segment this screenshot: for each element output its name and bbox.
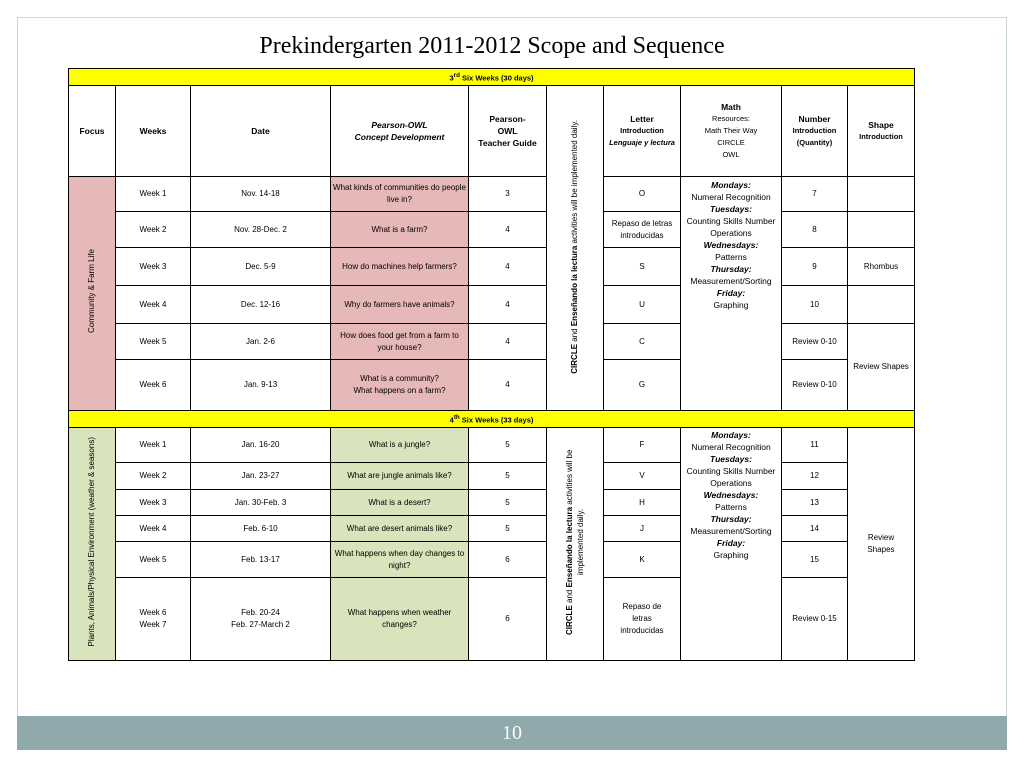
circle-and: and	[570, 325, 579, 344]
math-activity: Measurement/Sorting	[690, 526, 772, 536]
circle-note	[569, 120, 581, 374]
header-math-r3: CIRCLE	[717, 138, 745, 147]
circle-suffix: activities will be implemented daily.	[570, 119, 579, 246]
section-label	[69, 411, 915, 428]
circle-and: and	[565, 587, 574, 605]
circle-word: CIRCLE	[565, 604, 574, 635]
date-cell: Dec. 5-9	[191, 248, 331, 286]
header-number-title: Number	[798, 114, 831, 124]
header-focus: Focus	[69, 86, 116, 177]
guide-cell: 4	[469, 324, 547, 360]
header-owl	[331, 86, 469, 177]
letter-cell: S	[604, 248, 681, 286]
section-label	[69, 69, 915, 86]
math-day: Mondays:	[711, 180, 751, 190]
number-cell: Review 0-10	[782, 324, 848, 360]
date-cell: Feb. 13-17	[191, 542, 331, 578]
header-number-sub: Introduction	[792, 126, 837, 135]
shape-cell: Rhombus	[848, 248, 915, 286]
week-cell: Week 5	[116, 542, 191, 578]
header-owl-title: Pearson-OWL	[371, 120, 428, 130]
header-owl-sub: Concept Development	[354, 132, 445, 142]
header-math-title: Math	[721, 102, 741, 112]
number-cell: 8	[782, 212, 848, 248]
math-day: Friday:	[716, 538, 746, 548]
header-shape-sub: Introduction	[859, 132, 903, 141]
table-row	[69, 286, 915, 324]
focus-cell	[69, 428, 116, 661]
date-cell: Jan. 30-Feb. 3	[191, 490, 331, 516]
header-guide-line1: Pearson-	[489, 114, 526, 124]
footer-bar	[17, 716, 1007, 750]
math-activity: Patterns	[715, 502, 747, 512]
math-day: Mondays:	[711, 430, 751, 440]
math-activity: Measurement/Sorting	[690, 276, 772, 286]
owl-cell: How does food get from a farm to your house?	[331, 324, 469, 360]
math-day: Thursday:	[710, 514, 752, 524]
guide-cell: 5	[469, 463, 547, 490]
letter-cell: K	[604, 542, 681, 578]
circle-suffix: activities will be implemented daily.	[565, 449, 585, 576]
date-cell: Nov. 28-Dec. 2	[191, 212, 331, 248]
shape-cell	[848, 286, 915, 324]
section-title: Six Weeks (30 days)	[459, 73, 534, 83]
math-schedule	[683, 429, 779, 561]
header-math-r2: Math Their Way	[704, 126, 758, 135]
math-activity: Counting Skills Number Operations	[686, 466, 776, 488]
week-cell	[116, 578, 191, 661]
letter-cell: J	[604, 516, 681, 542]
letter-cell: O	[604, 177, 681, 212]
table-row	[69, 212, 915, 248]
guide-cell: 4	[469, 212, 547, 248]
owl-cell: What is a desert?	[331, 490, 469, 516]
date-line1: Feb. 20-24	[241, 608, 280, 617]
math-day: Friday:	[716, 288, 746, 298]
letter-cell: F	[604, 428, 681, 463]
date-line2: Feb. 27-March 2	[231, 620, 290, 629]
owl-cell: How do machines help farmers?	[331, 248, 469, 286]
page-number: 10	[502, 722, 522, 744]
shape-review-cell	[848, 428, 915, 661]
letter-cell: C	[604, 324, 681, 360]
math-activity: Patterns	[715, 252, 747, 262]
header-math-r4: OWL	[722, 150, 740, 159]
owl-cell: What kinds of communities do people live in?	[331, 177, 469, 212]
header-letter-title: Letter	[630, 114, 654, 124]
table-row	[69, 516, 915, 542]
math-activity: Graphing	[713, 300, 749, 310]
owl-cell: What happens when day changes to night?	[331, 542, 469, 578]
guide-cell: 6	[469, 578, 547, 661]
shape-review-label: Review Shapes	[867, 533, 895, 554]
guide-cell: 4	[469, 248, 547, 286]
date-cell: Jan. 2-6	[191, 324, 331, 360]
week-cell: Week 1	[116, 177, 191, 212]
section-4th-six-weeks	[69, 411, 915, 428]
section-ordinal-suffix: th	[453, 413, 460, 421]
guide-cell: 6	[469, 542, 547, 578]
owl-line1: What is a community?	[360, 374, 439, 383]
math-day: Tuesdays:	[710, 204, 752, 214]
circle-note-cell	[547, 86, 604, 411]
week-cell: Week 4	[116, 516, 191, 542]
ensenando-word: Enseñando la lectura	[570, 245, 579, 326]
week-cell: Week 1	[116, 428, 191, 463]
header-guide-line3: Teacher Guide	[478, 138, 537, 148]
owl-cell: What are desert animals like?	[331, 516, 469, 542]
guide-cell: 5	[469, 428, 547, 463]
week-cell: Week 4	[116, 286, 191, 324]
header-weeks: Weeks	[116, 86, 191, 177]
header-letter	[604, 86, 681, 177]
math-day: Wednesdays:	[703, 240, 759, 250]
circle-note	[564, 437, 586, 647]
week-line2: Week 7	[139, 620, 167, 629]
ensenando-word: Enseñando la lectura	[565, 506, 574, 588]
letter-cell: V	[604, 463, 681, 490]
week-cell: Week 6	[116, 360, 191, 411]
week-cell: Week 5	[116, 324, 191, 360]
letter-cell: G	[604, 360, 681, 411]
number-cell: 11	[782, 428, 848, 463]
header-date: Date	[191, 86, 331, 177]
guide-cell: 4	[469, 286, 547, 324]
header-row	[69, 86, 915, 177]
header-number-sub2: (Quantity)	[796, 138, 833, 147]
header-math	[681, 86, 782, 177]
header-letter-sub: Introduction	[620, 126, 664, 135]
guide-cell: 5	[469, 490, 547, 516]
number-cell: 7	[782, 177, 848, 212]
letter-cell: Repaso de letras introducidas	[604, 212, 681, 248]
header-number	[782, 86, 848, 177]
date-cell: Dec. 12-16	[191, 286, 331, 324]
guide-cell: 4	[469, 360, 547, 411]
week-cell: Week 2	[116, 463, 191, 490]
scope-sequence-table	[68, 68, 915, 661]
number-cell: Review 0-15	[782, 578, 848, 661]
number-cell: 13	[782, 490, 848, 516]
math-cell	[681, 428, 782, 661]
section-ordinal-suffix: rd	[453, 71, 460, 79]
letter-cell: H	[604, 490, 681, 516]
owl-cell: What happens when weather changes?	[331, 578, 469, 661]
number-cell: 15	[782, 542, 848, 578]
owl-line2: What happens on a farm?	[353, 386, 446, 395]
number-cell: Review 0-10	[782, 360, 848, 411]
date-cell: Jan. 23-27	[191, 463, 331, 490]
shape-cell	[848, 212, 915, 248]
date-cell: Jan. 9-13	[191, 360, 331, 411]
header-letter-sub2: Lenguaje y lectura	[609, 138, 675, 147]
header-guide-line2: OWL	[497, 126, 518, 136]
section-3rd-six-weeks	[69, 69, 915, 86]
math-cell	[681, 177, 782, 411]
week-cell: Week 3	[116, 248, 191, 286]
section-title: Six Weeks (33 days)	[459, 415, 534, 425]
page-title: Prekindergarten 2011-2012 Scope and Sequence	[259, 33, 725, 59]
focus-label: Plants, Animals/Physical Environment (weather & seasons)	[87, 437, 96, 647]
math-activity: Counting Skills Number Operations	[686, 216, 776, 238]
date-cell: Nov. 14-18	[191, 177, 331, 212]
owl-cell: Why do farmers have animals?	[331, 286, 469, 324]
header-shape	[848, 86, 915, 177]
math-day: Tuesdays:	[710, 454, 752, 464]
week-line1: Week 6	[139, 608, 167, 617]
guide-cell: 5	[469, 516, 547, 542]
circle-word: CIRCLE	[570, 343, 579, 374]
math-schedule	[683, 179, 779, 311]
table-row	[69, 324, 915, 360]
focus-label: Community & Farm Life	[87, 249, 96, 334]
math-day: Thursday:	[710, 264, 752, 274]
header-shape-title: Shape	[868, 120, 894, 130]
owl-cell	[331, 360, 469, 411]
date-cell: Feb. 6-10	[191, 516, 331, 542]
table-row	[69, 428, 915, 463]
header-math-r1: Resources:	[712, 114, 750, 123]
table-row	[69, 360, 915, 411]
week-cell: Week 2	[116, 212, 191, 248]
circle-note-cell	[547, 428, 604, 661]
table-row	[69, 542, 915, 578]
letter-cell	[604, 578, 681, 661]
table-row	[69, 177, 915, 212]
focus-cell	[69, 177, 116, 411]
shape-review-cell: Review Shapes	[848, 324, 915, 411]
table-row	[69, 578, 915, 661]
date-cell: Jan. 16-20	[191, 428, 331, 463]
owl-cell: What is a farm?	[331, 212, 469, 248]
number-cell: 10	[782, 286, 848, 324]
number-cell: 12	[782, 463, 848, 490]
owl-cell: What are jungle animals like?	[331, 463, 469, 490]
number-cell: 14	[782, 516, 848, 542]
letter-review: Repaso de letras introducidas	[620, 602, 664, 635]
math-activity: Numeral Recognition	[691, 192, 771, 202]
guide-cell: 3	[469, 177, 547, 212]
week-cell: Week 3	[116, 490, 191, 516]
table-row	[69, 463, 915, 490]
math-day: Wednesdays:	[703, 490, 759, 500]
section-ordinal: 3	[449, 73, 454, 83]
math-activity: Numeral Recognition	[691, 442, 771, 452]
letter-cell: U	[604, 286, 681, 324]
number-cell: 9	[782, 248, 848, 286]
table-row	[69, 248, 915, 286]
math-activity: Graphing	[713, 550, 749, 560]
owl-cell: What is a jungle?	[331, 428, 469, 463]
shape-cell	[848, 177, 915, 212]
date-cell	[191, 578, 331, 661]
table-row	[69, 490, 915, 516]
section-ordinal: 4	[449, 415, 454, 425]
header-teacher-guide	[469, 86, 547, 177]
